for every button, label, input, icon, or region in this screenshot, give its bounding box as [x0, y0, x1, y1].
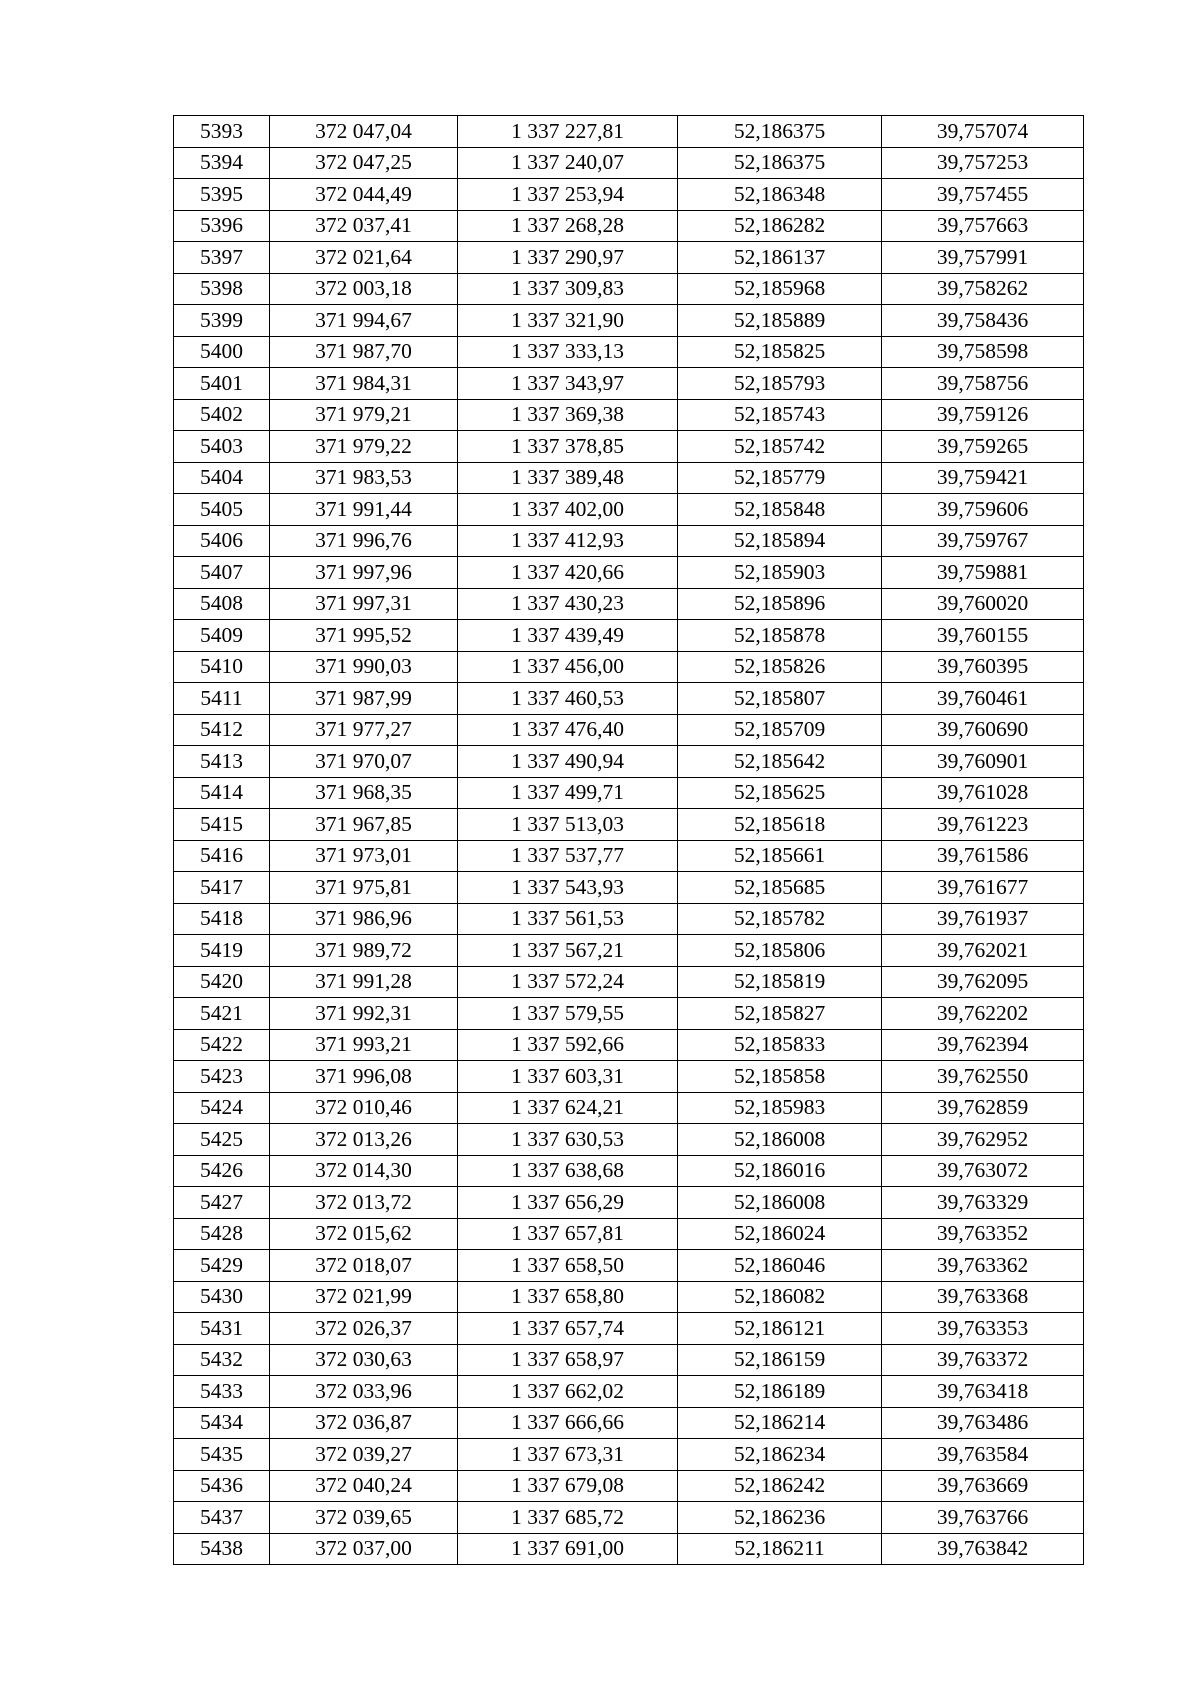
point-number-cell: 5417: [174, 872, 270, 904]
latitude-cell: 52,185827: [678, 998, 882, 1030]
point-number-cell: 5416: [174, 840, 270, 872]
coordinate-x-cell: 371 977,27: [270, 714, 458, 746]
longitude-cell: 39,763368: [882, 1281, 1084, 1313]
longitude-cell: 39,763766: [882, 1502, 1084, 1534]
coordinate-y-cell: 1 337 579,55: [458, 998, 678, 1030]
coordinate-x-cell: 371 979,21: [270, 399, 458, 431]
longitude-cell: 39,760020: [882, 588, 1084, 620]
longitude-cell: 39,762202: [882, 998, 1084, 1030]
point-number-cell: 5409: [174, 620, 270, 652]
longitude-cell: 39,761028: [882, 777, 1084, 809]
longitude-cell: 39,759265: [882, 431, 1084, 463]
coordinate-y-cell: 1 337 253,94: [458, 179, 678, 211]
table-row: [174, 1061, 1084, 1093]
longitude-cell: 39,760155: [882, 620, 1084, 652]
coordinate-x-cell: 372 047,04: [270, 116, 458, 148]
coordinate-y-cell: 1 337 389,48: [458, 462, 678, 494]
coordinate-x-cell: 372 047,25: [270, 147, 458, 179]
coordinate-x-cell: 371 995,52: [270, 620, 458, 652]
point-number-cell: 5434: [174, 1407, 270, 1439]
longitude-cell: 39,762952: [882, 1124, 1084, 1156]
longitude-cell: 39,760690: [882, 714, 1084, 746]
latitude-cell: 52,185743: [678, 399, 882, 431]
table-row: [174, 273, 1084, 305]
point-number-cell: 5437: [174, 1502, 270, 1534]
latitude-cell: 52,185833: [678, 1029, 882, 1061]
longitude-cell: 39,763486: [882, 1407, 1084, 1439]
coordinates-table-body: [174, 116, 1084, 1565]
longitude-cell: 39,761223: [882, 809, 1084, 841]
longitude-cell: 39,763072: [882, 1155, 1084, 1187]
coordinate-x-cell: 372 037,41: [270, 210, 458, 242]
latitude-cell: 52,186046: [678, 1250, 882, 1282]
point-number-cell: 5413: [174, 746, 270, 778]
table-row: [174, 1029, 1084, 1061]
longitude-cell: 39,757991: [882, 242, 1084, 274]
latitude-cell: 52,186375: [678, 116, 882, 148]
coordinate-y-cell: 1 337 321,90: [458, 305, 678, 337]
coordinate-y-cell: 1 337 402,00: [458, 494, 678, 526]
coordinate-x-cell: 372 013,72: [270, 1187, 458, 1219]
point-number-cell: 5429: [174, 1250, 270, 1282]
point-number-cell: 5399: [174, 305, 270, 337]
latitude-cell: 52,185983: [678, 1092, 882, 1124]
coordinate-x-cell: 372 021,99: [270, 1281, 458, 1313]
coordinate-y-cell: 1 337 369,38: [458, 399, 678, 431]
table-row: [174, 746, 1084, 778]
latitude-cell: 52,185625: [678, 777, 882, 809]
latitude-cell: 52,186242: [678, 1470, 882, 1502]
longitude-cell: 39,763362: [882, 1250, 1084, 1282]
latitude-cell: 52,185685: [678, 872, 882, 904]
coordinate-x-cell: 371 987,99: [270, 683, 458, 715]
coordinate-y-cell: 1 337 268,28: [458, 210, 678, 242]
coordinate-y-cell: 1 337 666,66: [458, 1407, 678, 1439]
table-row: [174, 903, 1084, 935]
longitude-cell: 39,758436: [882, 305, 1084, 337]
point-number-cell: 5414: [174, 777, 270, 809]
longitude-cell: 39,757663: [882, 210, 1084, 242]
coordinate-x-cell: 372 033,96: [270, 1376, 458, 1408]
longitude-cell: 39,758262: [882, 273, 1084, 305]
point-number-cell: 5410: [174, 651, 270, 683]
latitude-cell: 52,186189: [678, 1376, 882, 1408]
point-number-cell: 5420: [174, 966, 270, 998]
point-number-cell: 5436: [174, 1470, 270, 1502]
point-number-cell: 5418: [174, 903, 270, 935]
coordinate-y-cell: 1 337 227,81: [458, 116, 678, 148]
coordinate-x-cell: 372 014,30: [270, 1155, 458, 1187]
coordinate-x-cell: 371 991,44: [270, 494, 458, 526]
table-row: [174, 1218, 1084, 1250]
longitude-cell: 39,760901: [882, 746, 1084, 778]
table-row: [174, 242, 1084, 274]
table-row: [174, 872, 1084, 904]
point-number-cell: 5404: [174, 462, 270, 494]
coordinate-y-cell: 1 337 603,31: [458, 1061, 678, 1093]
longitude-cell: 39,759767: [882, 525, 1084, 557]
table-row: [174, 1470, 1084, 1502]
coordinate-x-cell: 371 993,21: [270, 1029, 458, 1061]
coordinate-y-cell: 1 337 658,80: [458, 1281, 678, 1313]
coordinate-y-cell: 1 337 561,53: [458, 903, 678, 935]
table-row: [174, 1376, 1084, 1408]
table-row: [174, 147, 1084, 179]
latitude-cell: 52,186024: [678, 1218, 882, 1250]
coordinate-x-cell: 372 013,26: [270, 1124, 458, 1156]
point-number-cell: 5433: [174, 1376, 270, 1408]
latitude-cell: 52,186348: [678, 179, 882, 211]
coordinate-y-cell: 1 337 679,08: [458, 1470, 678, 1502]
coordinate-x-cell: 371 996,08: [270, 1061, 458, 1093]
coordinate-y-cell: 1 337 430,23: [458, 588, 678, 620]
table-row: [174, 1281, 1084, 1313]
coordinate-y-cell: 1 337 476,40: [458, 714, 678, 746]
coordinate-x-cell: 372 021,64: [270, 242, 458, 274]
longitude-cell: 39,763584: [882, 1439, 1084, 1471]
coordinate-x-cell: 372 040,24: [270, 1470, 458, 1502]
latitude-cell: 52,186214: [678, 1407, 882, 1439]
point-number-cell: 5428: [174, 1218, 270, 1250]
latitude-cell: 52,186234: [678, 1439, 882, 1471]
table-row: [174, 683, 1084, 715]
point-number-cell: 5424: [174, 1092, 270, 1124]
coordinate-y-cell: 1 337 657,81: [458, 1218, 678, 1250]
coordinate-y-cell: 1 337 309,83: [458, 273, 678, 305]
latitude-cell: 52,185742: [678, 431, 882, 463]
table-row: [174, 210, 1084, 242]
latitude-cell: 52,186282: [678, 210, 882, 242]
table-row: [174, 462, 1084, 494]
longitude-cell: 39,760461: [882, 683, 1084, 715]
point-number-cell: 5412: [174, 714, 270, 746]
table-row: [174, 1344, 1084, 1376]
point-number-cell: 5415: [174, 809, 270, 841]
latitude-cell: 52,185819: [678, 966, 882, 998]
latitude-cell: 52,186159: [678, 1344, 882, 1376]
table-row: [174, 399, 1084, 431]
latitude-cell: 52,185642: [678, 746, 882, 778]
coordinate-y-cell: 1 337 592,66: [458, 1029, 678, 1061]
point-number-cell: 5396: [174, 210, 270, 242]
table-row: [174, 1533, 1084, 1565]
longitude-cell: 39,763418: [882, 1376, 1084, 1408]
coordinate-y-cell: 1 337 543,93: [458, 872, 678, 904]
latitude-cell: 52,185968: [678, 273, 882, 305]
coordinate-x-cell: 371 991,28: [270, 966, 458, 998]
longitude-cell: 39,759421: [882, 462, 1084, 494]
point-number-cell: 5397: [174, 242, 270, 274]
latitude-cell: 52,186016: [678, 1155, 882, 1187]
latitude-cell: 52,185618: [678, 809, 882, 841]
latitude-cell: 52,186375: [678, 147, 882, 179]
table-row: [174, 777, 1084, 809]
point-number-cell: 5407: [174, 557, 270, 589]
table-row: [174, 1439, 1084, 1471]
table-row: [174, 494, 1084, 526]
point-number-cell: 5394: [174, 147, 270, 179]
table-row: [174, 179, 1084, 211]
coordinate-x-cell: 372 037,00: [270, 1533, 458, 1565]
coordinate-x-cell: 371 994,67: [270, 305, 458, 337]
point-number-cell: 5395: [174, 179, 270, 211]
coordinate-x-cell: 371 989,72: [270, 935, 458, 967]
latitude-cell: 52,185889: [678, 305, 882, 337]
point-number-cell: 5406: [174, 525, 270, 557]
coordinate-y-cell: 1 337 638,68: [458, 1155, 678, 1187]
coordinate-y-cell: 1 337 333,13: [458, 336, 678, 368]
coordinate-x-cell: 372 010,46: [270, 1092, 458, 1124]
coordinate-x-cell: 372 039,27: [270, 1439, 458, 1471]
coordinate-y-cell: 1 337 240,07: [458, 147, 678, 179]
point-number-cell: 5430: [174, 1281, 270, 1313]
point-number-cell: 5432: [174, 1344, 270, 1376]
table-row: [174, 1092, 1084, 1124]
point-number-cell: 5400: [174, 336, 270, 368]
longitude-cell: 39,760395: [882, 651, 1084, 683]
longitude-cell: 39,762859: [882, 1092, 1084, 1124]
point-number-cell: 5405: [174, 494, 270, 526]
table-row: [174, 525, 1084, 557]
table-row: [174, 966, 1084, 998]
coordinate-x-cell: 372 039,65: [270, 1502, 458, 1534]
table-row: [174, 935, 1084, 967]
point-number-cell: 5402: [174, 399, 270, 431]
longitude-cell: 39,757455: [882, 179, 1084, 211]
coordinate-y-cell: 1 337 490,94: [458, 746, 678, 778]
coordinate-x-cell: 371 992,31: [270, 998, 458, 1030]
table-row: [174, 1250, 1084, 1282]
coordinate-x-cell: 371 984,31: [270, 368, 458, 400]
latitude-cell: 52,185903: [678, 557, 882, 589]
latitude-cell: 52,186008: [678, 1187, 882, 1219]
coordinate-y-cell: 1 337 624,21: [458, 1092, 678, 1124]
table-row: [174, 431, 1084, 463]
coordinate-x-cell: 371 979,22: [270, 431, 458, 463]
coordinate-x-cell: 371 987,70: [270, 336, 458, 368]
coordinate-x-cell: 372 030,63: [270, 1344, 458, 1376]
coordinate-x-cell: 372 003,18: [270, 273, 458, 305]
coordinate-x-cell: 371 996,76: [270, 525, 458, 557]
longitude-cell: 39,761677: [882, 872, 1084, 904]
table-row: [174, 714, 1084, 746]
longitude-cell: 39,758756: [882, 368, 1084, 400]
table-row: [174, 809, 1084, 841]
coordinate-y-cell: 1 337 420,66: [458, 557, 678, 589]
longitude-cell: 39,761586: [882, 840, 1084, 872]
point-number-cell: 5419: [174, 935, 270, 967]
longitude-cell: 39,759126: [882, 399, 1084, 431]
longitude-cell: 39,763352: [882, 1218, 1084, 1250]
longitude-cell: 39,759606: [882, 494, 1084, 526]
coordinate-y-cell: 1 337 691,00: [458, 1533, 678, 1565]
latitude-cell: 52,186211: [678, 1533, 882, 1565]
table-row: [174, 336, 1084, 368]
latitude-cell: 52,185896: [678, 588, 882, 620]
longitude-cell: 39,762550: [882, 1061, 1084, 1093]
longitude-cell: 39,763669: [882, 1470, 1084, 1502]
longitude-cell: 39,762394: [882, 1029, 1084, 1061]
latitude-cell: 52,185825: [678, 336, 882, 368]
latitude-cell: 52,186137: [678, 242, 882, 274]
latitude-cell: 52,186236: [678, 1502, 882, 1534]
coordinate-y-cell: 1 337 673,31: [458, 1439, 678, 1471]
coordinate-x-cell: 372 036,87: [270, 1407, 458, 1439]
latitude-cell: 52,186121: [678, 1313, 882, 1345]
point-number-cell: 5438: [174, 1533, 270, 1565]
coordinate-y-cell: 1 337 412,93: [458, 525, 678, 557]
coordinate-x-cell: 371 968,35: [270, 777, 458, 809]
point-number-cell: 5421: [174, 998, 270, 1030]
point-number-cell: 5423: [174, 1061, 270, 1093]
table-row: [174, 1502, 1084, 1534]
point-number-cell: 5427: [174, 1187, 270, 1219]
coordinate-y-cell: 1 337 537,77: [458, 840, 678, 872]
coordinate-x-cell: 371 970,07: [270, 746, 458, 778]
coordinate-y-cell: 1 337 567,21: [458, 935, 678, 967]
coordinate-x-cell: 371 997,96: [270, 557, 458, 589]
coordinate-x-cell: 371 983,53: [270, 462, 458, 494]
longitude-cell: 39,763372: [882, 1344, 1084, 1376]
coordinate-x-cell: 371 997,31: [270, 588, 458, 620]
table-row: [174, 588, 1084, 620]
latitude-cell: 52,185858: [678, 1061, 882, 1093]
coordinate-y-cell: 1 337 513,03: [458, 809, 678, 841]
longitude-cell: 39,759881: [882, 557, 1084, 589]
coordinates-table: [173, 115, 1084, 1565]
longitude-cell: 39,757253: [882, 147, 1084, 179]
point-number-cell: 5425: [174, 1124, 270, 1156]
latitude-cell: 52,186082: [678, 1281, 882, 1313]
point-number-cell: 5408: [174, 588, 270, 620]
table-row: [174, 1407, 1084, 1439]
latitude-cell: 52,185806: [678, 935, 882, 967]
point-number-cell: 5398: [174, 273, 270, 305]
coordinate-y-cell: 1 337 439,49: [458, 620, 678, 652]
coordinate-y-cell: 1 337 378,85: [458, 431, 678, 463]
longitude-cell: 39,758598: [882, 336, 1084, 368]
longitude-cell: 39,761937: [882, 903, 1084, 935]
coordinate-y-cell: 1 337 658,50: [458, 1250, 678, 1282]
coordinate-y-cell: 1 337 658,97: [458, 1344, 678, 1376]
longitude-cell: 39,762021: [882, 935, 1084, 967]
coordinate-y-cell: 1 337 656,29: [458, 1187, 678, 1219]
coordinate-y-cell: 1 337 499,71: [458, 777, 678, 809]
point-number-cell: 5431: [174, 1313, 270, 1345]
table-row: [174, 116, 1084, 148]
longitude-cell: 39,763353: [882, 1313, 1084, 1345]
latitude-cell: 52,185826: [678, 651, 882, 683]
table-row: [174, 1187, 1084, 1219]
latitude-cell: 52,186008: [678, 1124, 882, 1156]
coordinate-y-cell: 1 337 685,72: [458, 1502, 678, 1534]
coordinate-y-cell: 1 337 630,53: [458, 1124, 678, 1156]
point-number-cell: 5403: [174, 431, 270, 463]
coordinate-y-cell: 1 337 343,97: [458, 368, 678, 400]
point-number-cell: 5411: [174, 683, 270, 715]
latitude-cell: 52,185779: [678, 462, 882, 494]
table-row: [174, 1155, 1084, 1187]
table-row: [174, 620, 1084, 652]
coordinate-x-cell: 372 044,49: [270, 179, 458, 211]
table-row: [174, 840, 1084, 872]
coordinate-x-cell: 372 018,07: [270, 1250, 458, 1282]
longitude-cell: 39,763329: [882, 1187, 1084, 1219]
table-row: [174, 651, 1084, 683]
coordinate-x-cell: 371 986,96: [270, 903, 458, 935]
table-row: [174, 1124, 1084, 1156]
coordinate-x-cell: 371 973,01: [270, 840, 458, 872]
coordinate-y-cell: 1 337 290,97: [458, 242, 678, 274]
point-number-cell: 5435: [174, 1439, 270, 1471]
table-row: [174, 368, 1084, 400]
latitude-cell: 52,185661: [678, 840, 882, 872]
table-row: [174, 557, 1084, 589]
coordinate-x-cell: 371 967,85: [270, 809, 458, 841]
coordinate-y-cell: 1 337 460,53: [458, 683, 678, 715]
coordinate-y-cell: 1 337 572,24: [458, 966, 678, 998]
coordinate-x-cell: 371 975,81: [270, 872, 458, 904]
coordinate-y-cell: 1 337 456,00: [458, 651, 678, 683]
latitude-cell: 52,185894: [678, 525, 882, 557]
coordinate-y-cell: 1 337 657,74: [458, 1313, 678, 1345]
coordinate-x-cell: 372 015,62: [270, 1218, 458, 1250]
latitude-cell: 52,185878: [678, 620, 882, 652]
point-number-cell: 5393: [174, 116, 270, 148]
point-number-cell: 5422: [174, 1029, 270, 1061]
longitude-cell: 39,757074: [882, 116, 1084, 148]
latitude-cell: 52,185709: [678, 714, 882, 746]
coordinate-x-cell: 371 990,03: [270, 651, 458, 683]
longitude-cell: 39,763842: [882, 1533, 1084, 1565]
latitude-cell: 52,185793: [678, 368, 882, 400]
latitude-cell: 52,185807: [678, 683, 882, 715]
table-row: [174, 1313, 1084, 1345]
point-number-cell: 5401: [174, 368, 270, 400]
latitude-cell: 52,185782: [678, 903, 882, 935]
coordinate-x-cell: 372 026,37: [270, 1313, 458, 1345]
point-number-cell: 5426: [174, 1155, 270, 1187]
table-row: [174, 998, 1084, 1030]
longitude-cell: 39,762095: [882, 966, 1084, 998]
coordinate-y-cell: 1 337 662,02: [458, 1376, 678, 1408]
latitude-cell: 52,185848: [678, 494, 882, 526]
table-row: [174, 305, 1084, 337]
